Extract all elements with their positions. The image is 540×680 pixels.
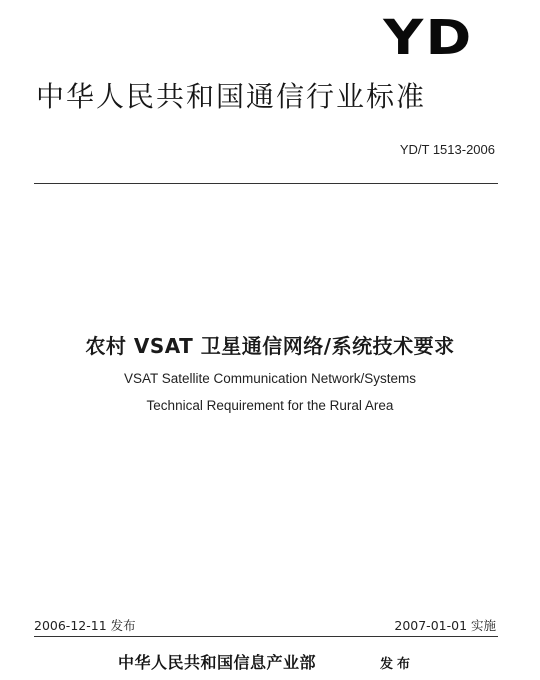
publish-label: 发布 <box>380 657 415 672</box>
document-title-chinese: 农村 VSAT 卫星通信网络/系统技术要求 <box>85 334 455 358</box>
standard-number: YD/T 1513-2006 <box>399 142 495 157</box>
implementation-date: 2007-01-01 实施 <box>394 618 496 633</box>
top-divider <box>34 183 498 184</box>
document-title-english-line1: VSAT Satellite Communication Network/Systems <box>123 371 417 386</box>
organization-title: 中华人民共和国通信行业标准 <box>36 80 427 113</box>
issue-date: 2006-12-11 发布 <box>34 618 136 633</box>
yd-logo: YD <box>383 10 474 66</box>
publisher-name: 中华人民共和国信息产业部 <box>118 653 317 672</box>
bottom-divider <box>34 636 498 637</box>
document-title-english-line2: Technical Requirement for the Rural Area <box>146 398 394 413</box>
